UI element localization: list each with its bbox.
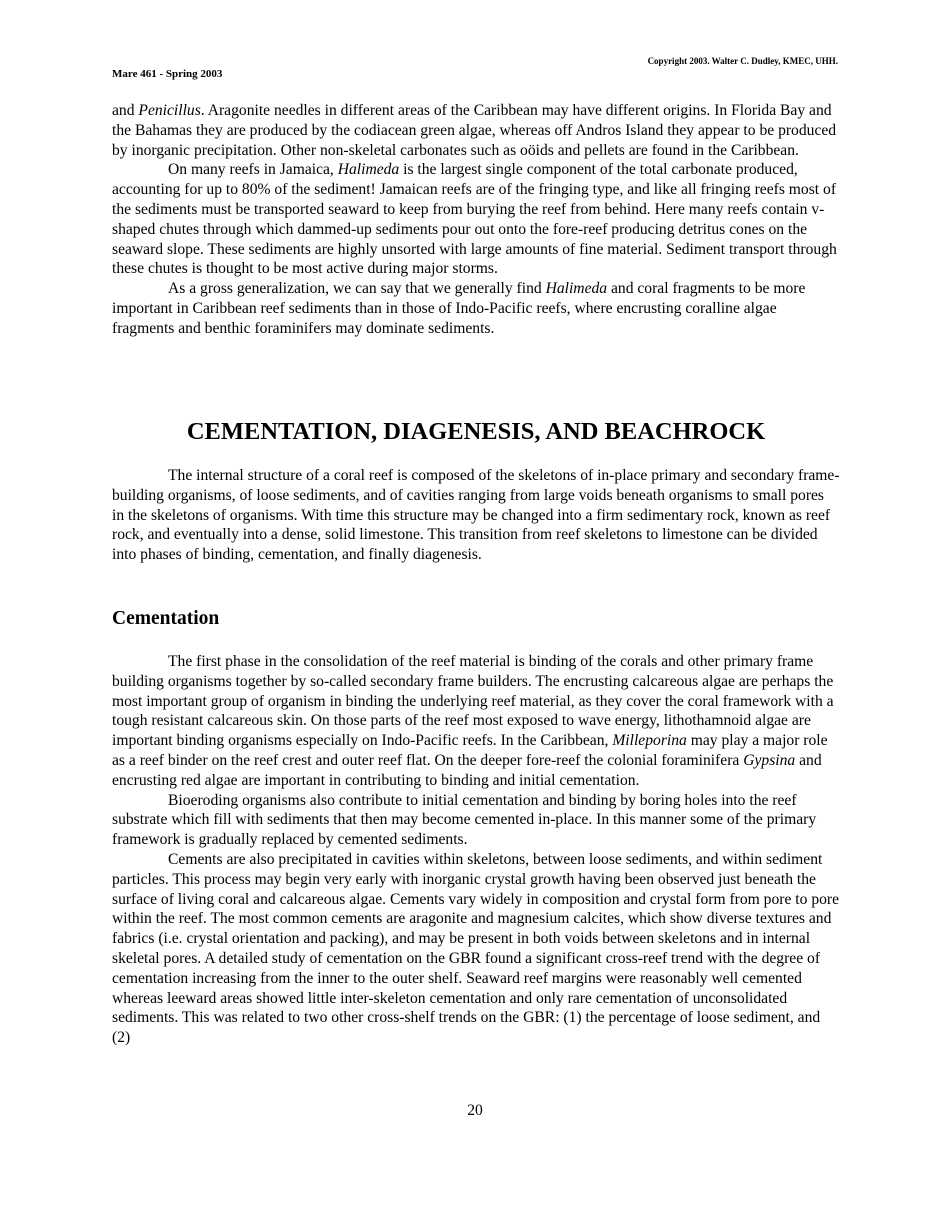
cementation-paragraph-3: Cements are also precipitated in cavities within skeletons, between loose sediments, and within sediment particles. This process may begin very early with inorganic crystal growth having been observed just beneath the surface of living coral and calcareous algae. Cements vary widely in composition and crystal form from pore to pore within the reef. The most common cements are aragonite and magnesium calcites, which show diverse textures and fabrics (i.e. crystal orientation and packing), and may be present in both voids between skeletons and in internal skeletal pores. A detailed study of cementation on the GBR found a significant cross-reef trend with the degree of cementation increasing from the inner to the outer shelf. Seaward reef margins were reasonably well cemented whereas leeward areas showed little inter-skeleton cementation and only rare cementation of unconsolidated sediments. This was related to two other cross-shelf trends on the GBR: (1) the percentage of loose sediment, and (2) bbox=[112, 850, 840, 1047]
section-intro-block bbox=[112, 466, 840, 565]
page-number: 20 bbox=[467, 1102, 483, 1119]
species-name: Penicillus bbox=[138, 102, 201, 119]
species-name: Gypsina bbox=[743, 751, 796, 769]
intro-paragraph-2: On many reefs in Jamaica, Halimeda is the largest single component of the total carbonate produced, accounting for up to 80% of the sediment! Jamaican reefs are of the fringing type, and like all fringing reefs most of the sediments must be transported seaward to keep from burying the reef from behind. Here many reefs contain v-shaped chutes through which dammed-up sediments pour out onto the fore-reef producing detritus cones on the seaward slope. These sediments are highly unsorted with large amounts of fine material. Sediment transport through these chutes is thought to be most active during major storms. bbox=[112, 161, 837, 278]
species-name: Halimeda bbox=[337, 161, 400, 179]
subsection-heading: Cementation bbox=[112, 608, 220, 629]
cementation-paragraph-2: Bioeroding organisms also contribute to initial cementation and binding by boring holes into the reef substrate which fill with sediments that then may become cemented in-place. In this manner some of the primary framework is gradually replaced by cemented sediments. bbox=[112, 791, 817, 849]
cementation-paragraph-1: The first phase in the consolidation of the reef material is binding of the corals and other primary frame building organisms together by so-called secondary frame builders. The encrusting calcareous algae are perhaps the most important group of organism in binding the underlying reef material, as they cover the coral framework with a tough resistant calcareous skin. On those parts of the reef most exposed to wave energy, lithothamnoid algae are important binding organisms especially on Indo-Pacific reefs. In the Caribbean, Milleporina may play a major role as a reef binder on the reef crest and outer reef flat. On the deeper fore-reef the colonial foraminifera Gypsina and encrusting red algae are important in contributing to binding and initial cementation. bbox=[112, 653, 834, 789]
section-paragraph-1: The internal structure of a coral reef is composed of the skeletons of in-place primary and secondary frame-building organisms, of loose sediments, and of cavities ranging from large voids beneath organisms to small pores in the skeletons of organisms. With time this structure may be changed into a firm sedimentary rock, known as reef rock, and eventually into a dense, solid limestone. This transition from reef skeletons to limestone can be divided into phases of binding, cementation, and finally diagenesis. bbox=[112, 467, 840, 564]
section-heading: CEMENTATION, DIAGENESIS, AND BEACHROCK bbox=[186, 418, 766, 445]
copyright-notice: Copyright 2003. Walter C. Dudley, KMEC, UHH. bbox=[647, 56, 838, 66]
intro-paragraph-1: and Penicillus. Aragonite needles in different areas of the Caribbean may have different origins. In Florida Bay and the Bahamas they are produced by the codiacean green algae, whereas off Andros Island they appear to be produced by inorganic precipitation. Other non-skeletal carbonates such as oöids and pellets are found in the Caribbean. bbox=[112, 102, 837, 159]
intro-paragraph-3: As a gross generalization, we can say that we generally find Halimeda and coral fragments to be more important in Caribbean reef sediments than in those of Indo-Pacific reefs, where encrusting coralline algae fragments and benthic foraminifers may dominate sediments. bbox=[112, 280, 806, 337]
intro-text-block bbox=[112, 101, 840, 339]
species-name: Milleporina bbox=[612, 732, 687, 750]
course-header: Mare 461 - Spring 2003 bbox=[112, 68, 223, 80]
species-name: Halimeda bbox=[545, 280, 608, 298]
cementation-text-block bbox=[112, 652, 840, 1048]
